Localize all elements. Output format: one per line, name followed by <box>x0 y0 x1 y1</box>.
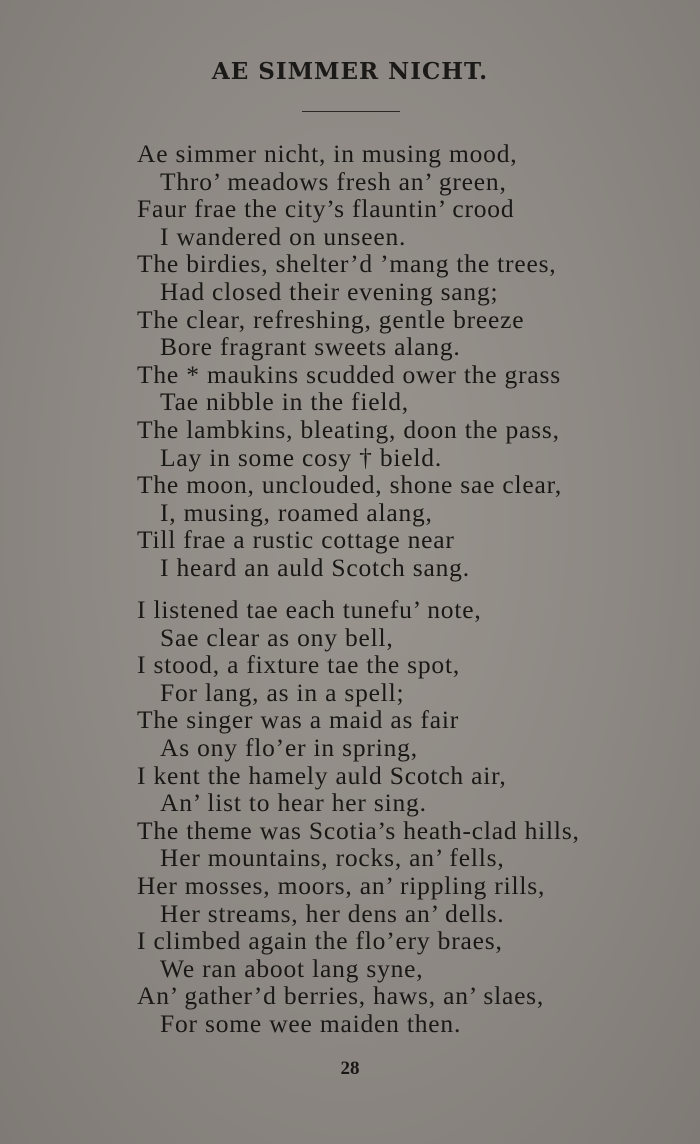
poem-line: Thro’ meadows fresh an’ green, <box>160 166 507 196</box>
poem-line: The * maukins scudded ower the grass <box>137 359 561 389</box>
poem-line: I listened tae each tunefu’ note, <box>137 595 482 624</box>
poem-stanza-2 <box>0 596 700 1038</box>
poem-line: Sae clear as ony bell, <box>160 622 394 652</box>
poem-line: Ae simmer nicht, in musing mood, <box>137 139 518 168</box>
page-number: 28 <box>340 1058 360 1079</box>
poem-line: I climbed again the flo’ery braes, <box>137 926 503 956</box>
poem-line: For some wee maiden then. <box>160 1008 462 1038</box>
poem-line: We ran aboot lang syne, <box>160 953 424 983</box>
poem-line: I heard an auld Scotch sang. <box>160 552 470 582</box>
poem-line: I, musing, roamed alang, <box>160 497 433 527</box>
poem-line: Tae nibble in the field, <box>160 387 409 417</box>
poem-line: Bore fragrant sweets alang. <box>160 332 461 362</box>
poem-line: Had closed their evening sang; <box>160 276 499 306</box>
poem-line: The birdies, shelter’d ’mang the trees, <box>137 249 557 279</box>
poem-line: The clear, refreshing, gentle breeze <box>137 304 525 334</box>
poem-line: Lay in some cosy † bield. <box>160 442 443 472</box>
poem-stanza-1 <box>0 140 700 582</box>
poem-line: I wandered on unseen. <box>160 221 407 251</box>
poem-line: The singer was a maid as fair <box>137 705 460 735</box>
poem-line: The theme was Scotia’s heath-clad hills, <box>137 815 580 845</box>
poem-line: As ony flo’er in spring, <box>160 732 418 762</box>
poem-line: The moon, unclouded, shone sae clear, <box>137 470 563 500</box>
poem-line: The lambkins, bleating, doon the pass, <box>137 414 560 444</box>
poem-line: Her mosses, moors, an’ rippling rills, <box>137 870 546 900</box>
poem-line: An’ gather’d berries, haws, an’ slaes, <box>137 981 545 1011</box>
poem-line: Her mountains, rocks, an’ fells, <box>160 843 505 873</box>
poem-line: Till frae a rustic cottage near <box>137 525 455 555</box>
poem-line: An’ list to hear her sing. <box>160 788 427 818</box>
page-title: AE SIMMER NICHT. <box>211 58 489 85</box>
poem-line: Her streams, her dens an’ dells. <box>160 898 505 928</box>
poem-line: For lang, as in a spell; <box>160 677 405 707</box>
poem-line: I kent the hamely auld Scotch air, <box>137 760 507 790</box>
title-rule <box>302 111 400 112</box>
poem-line: I stood, a fixture tae the spot, <box>137 650 461 680</box>
poem-line: Faur frae the city’s flauntin’ crood <box>137 194 515 224</box>
